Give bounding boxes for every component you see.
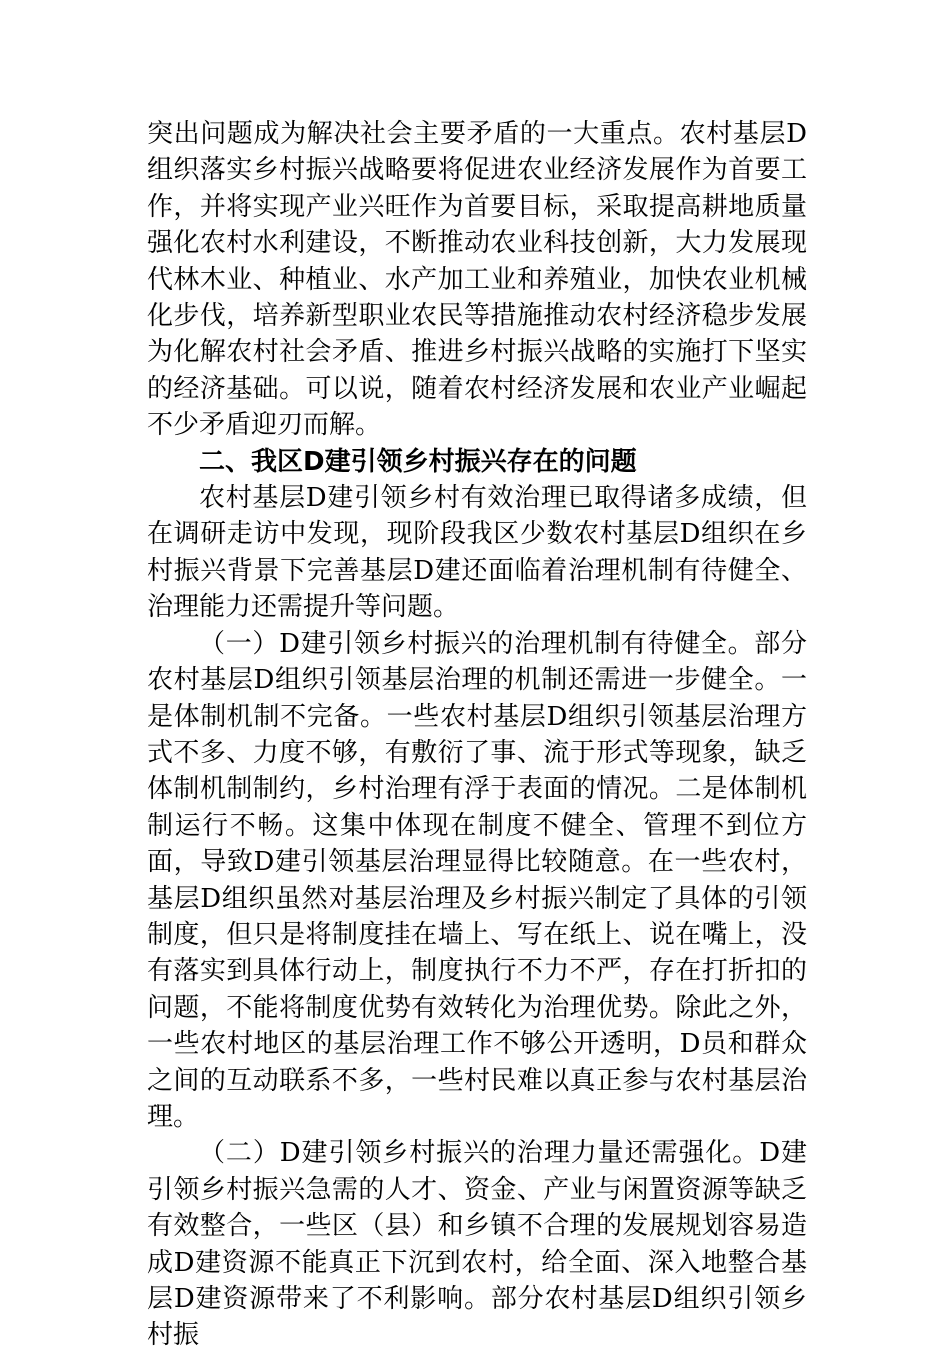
document-body — [147, 116, 807, 1354]
paragraph-intro: 农村基层D建引领乡村有效治理已取得诸多成绩，但在调研走访中发现，现阶段我区少数农村基层D组织在乡村振兴背景下完善基层D建还面临着治理机制有待健全、治理能力还需提升等问题。 — [147, 483, 807, 623]
paragraph-subsection-1: （一）D建引领乡村振兴的治理机制有待健全。部分农村基层D组织引领基层治理的机制还需进一步健全。一是体制机制不完备。一些农村基层D组织引领基层治理方式不多、力度不够，有敷衍了事、流于形式等现象，缺乏体制机制制约，乡村治理有浮于表面的情况。二是体制机制运行不畅。这集中体现在制度不健全、管理不到位方面，导致D建引领基层治理显得比较随意。在一些农村，基层D组织虽然对基层治理及乡村振兴制定了具体的引领制度，但只是将制度挂在墙上、写在纸上、说在嘴上，没有落实到具体行动上，制度执行不力不严，存在打折扣的问题，不能将制度优势有效转化为治理优势。除此之外，一些农村地区的基层治理工作不够公开透明，D员和群众之间的互动联系不多，一些村民难以真正参与农村基层治理。 — [147, 628, 807, 1132]
paragraph-continuation: 突出问题成为解决社会主要矛盾的一大重点。农村基层D组织落实乡村振兴战略要将促进农业经济发展作为首要工作，并将实现产业兴旺作为首要目标，采取提高耕地质量强化农村水利建设，不断推动农业科技创新，大力发展现代林木业、种植业、水产加工业和养殖业，加快农业机械化步伐，培养新型职业农民等措施推动农村经济稳步发展为化解农村社会矛盾、推进乡村振兴战略的实施打下坚实的经济基础。可以说，随着农村经济发展和农业产业崛起不少矛盾迎刃而解。 — [147, 119, 807, 441]
paragraph-subsection-2: （二）D建引领乡村振兴的治理力量还需强化。D建引领乡村振兴急需的人才、资金、产业与闲置资源等缺乏有效整合，一些区（县）和乡镇不合理的发展规划容易造成D建资源不能真正下沉到农村，给全面、深入地整合基层D建资源带来了不利影响。部分农村基层D组织引领乡村振 — [147, 1138, 807, 1351]
section-heading: 二、我区D建引领乡村振兴存在的问题 — [199, 446, 637, 477]
